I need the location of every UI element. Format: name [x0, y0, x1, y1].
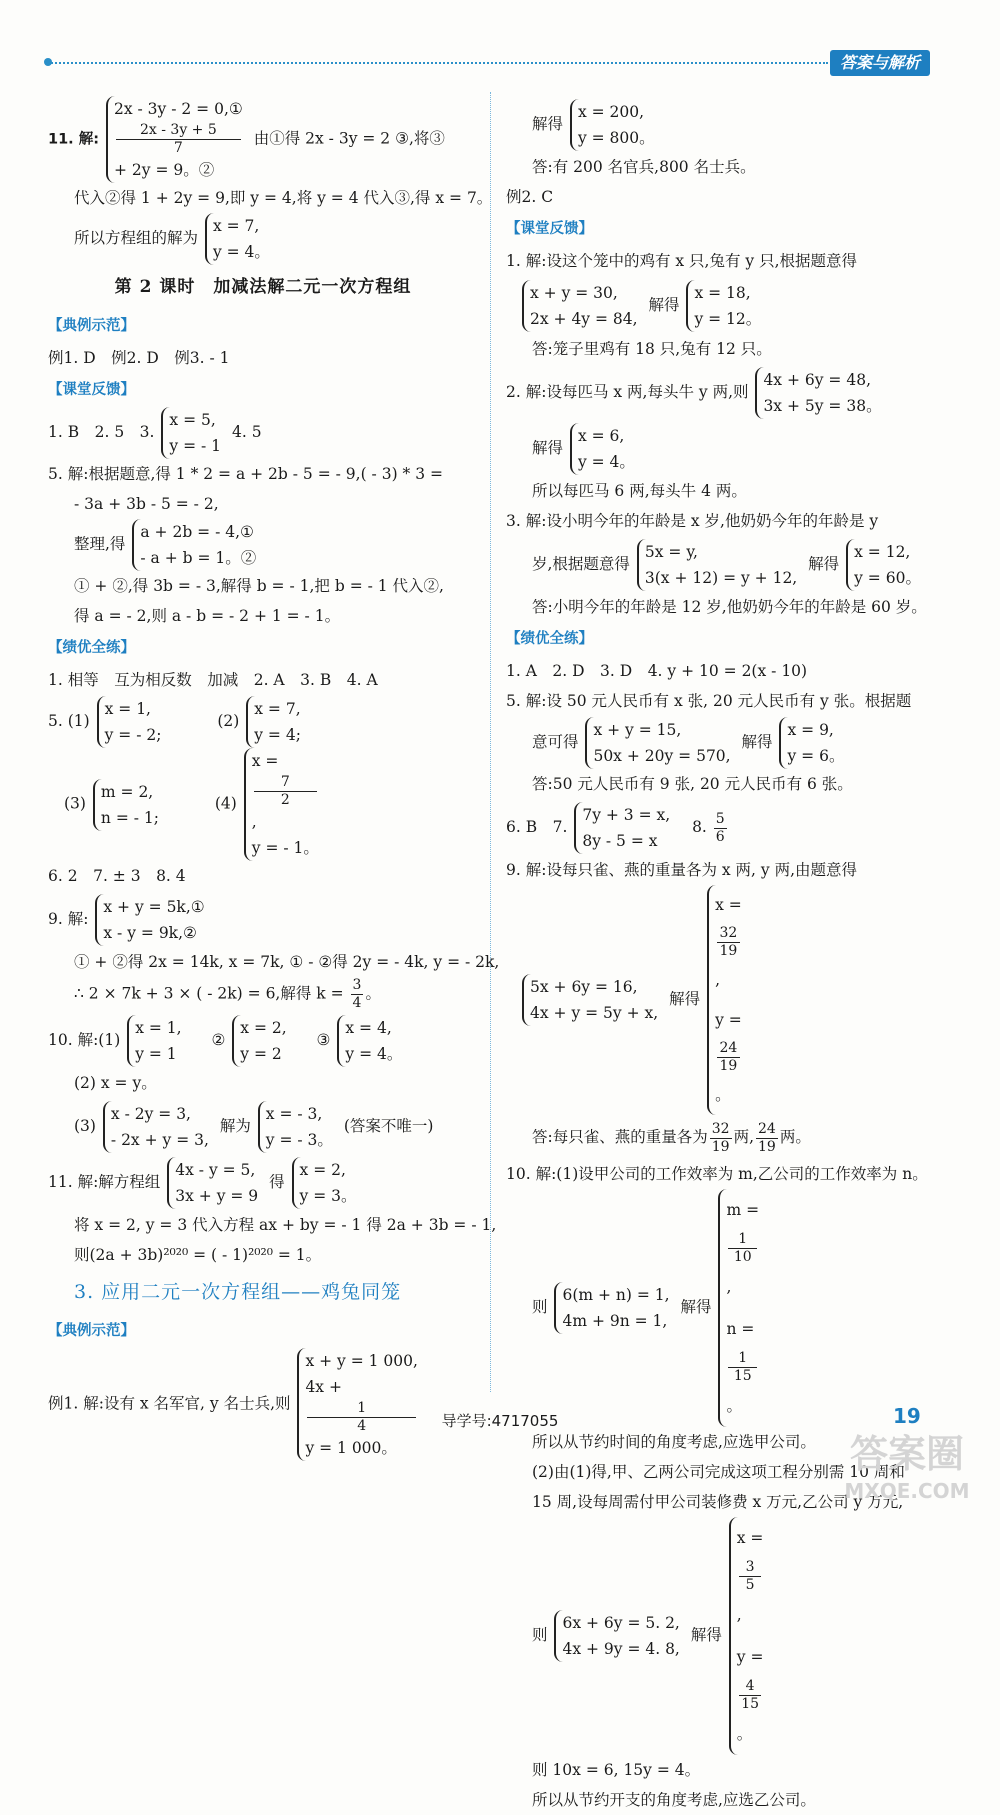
r-section-practice: 【绩优全练】 — [506, 631, 593, 647]
practice-q10-part3: (3) x - 2y = 3, - 2x + y = 3, 解为 x = - 3, y = - 3。 (答案不唯一) — [48, 1098, 478, 1154]
r-f2-solution: 解得 x = 6, y = 4。 — [506, 420, 946, 476]
r1-answer: 答:有 200 名官兵,800 名士兵。 — [532, 158, 756, 176]
lesson-title: 第 2 课时 加减法解二元一次方程组 — [114, 277, 412, 297]
practice-line1: 1. 相等 互为相反数 加减 2. A 3. B 4. A — [48, 671, 378, 689]
q5-system: 整理,得 a + 2b = - 4,① - a + b = 1。② — [48, 519, 478, 571]
examples-line: 例1. D 例2. D 例3. - 1 — [48, 349, 230, 367]
guide-number: 导学号:4717055 — [441, 1412, 559, 1430]
practice-q5-row2: (3) m = 2, n = - 1; (4) x = 7 2 , y = - 1。 — [48, 748, 478, 861]
r-p5-answer: 答:50 元人民币有 9 张, 20 元人民币有 6 张。 — [532, 775, 853, 793]
r-p10-line4: 15 周,设每周需付甲公司装修费 x 万元,乙公司 y 万元, — [532, 1493, 904, 1511]
r-f1-systems: x + y = 30, 2x + 4y = 84, 解得 x = 18, y = 12。 — [506, 276, 946, 334]
column-divider — [490, 92, 491, 1392]
practice-q9-line2: ∴ 2 × 7k + 3 × ( - 2k) = 6,解得 k = $\frac{3}{4}$ 。 — [74, 977, 381, 1011]
q5-line5: 得 a = - 2,则 a - b = - 2 + 1 = - 1。 — [74, 607, 341, 625]
section-practice: 【绩优全练】 — [48, 640, 135, 656]
feedback-line: 1. B 2. 5 3. x = 5, y = - 1 4. 5 — [48, 407, 478, 459]
q5-line1: 5. 解:根据题意,得 1 * 2 = a + 2b - 5 = - 9,( - 3) * 3 = — [48, 465, 444, 483]
practice-q11-row: 11. 解:解方程组 4x - y = 5, 3x + y = 9 得 x = 2, y = 3。 — [48, 1154, 478, 1210]
watermark: 答案圈 MXQE.COM — [844, 1432, 970, 1503]
q5-line4: ① + ②,得 3b = - 3,解得 b = - 1,把 b = - 1 代入②, — [74, 577, 444, 595]
r-p9-line1: 9. 解:设每只雀、燕的重量各为 x 两, y 两,由题意得 — [506, 861, 857, 879]
practice-q9-line1: ① + ②得 2x = 14k, x = 7k, ① - ②得 2y = - 4k, y = - 2k, — [74, 953, 500, 971]
practice-q5-row1: 5. (1) x = 1, y = - 2; (2) x = 7, y = 4; — [48, 695, 478, 748]
r-p10-systems2: 则 6x + 6y = 5. 2, 4x + 9y = 4. 8, 解得 x = 3 5 , y = 4 15 。 — [506, 1517, 946, 1755]
r-f1-answer: 答:笼子里鸡有 18 只,兔有 12 只。 — [532, 340, 772, 358]
r-p10-line3: (2)由(1)得,甲、乙两公司完成这项工程分别需 10 周和 — [532, 1463, 905, 1481]
practice-q10-part2: (2) x = y。 — [74, 1074, 157, 1092]
section-examples: 【典例示范】 — [48, 318, 135, 334]
r-p6-line: 6. B 7. 7y + 3 = x, 8y - 5 = x 8. $\frac{5}{6}$ — [506, 799, 946, 855]
q11-system: 2x - 3y - 2 = 0,① 2x - 3y + 5 7 + 2y = 9。② — [106, 96, 247, 183]
r-p9-systems: 5x + 6y = 16, 4x + y = 5y + x, 解得 x = 32 19 , y = 24 19 。 — [506, 885, 946, 1115]
right-column — [506, 96, 946, 1815]
r-p10-line1: 10. 解:(1)设甲公司的工作效率为 m,乙公司的工作效率为 n。 — [506, 1165, 928, 1183]
r-p10-line5: 则 10x = 6, 15y = 4。 — [532, 1761, 701, 1779]
r-f1-line1: 1. 解:设这个笼中的鸡有 x 只,兔有 y 只,根据题意得 — [506, 252, 857, 270]
practice-line6: 6. 2 7. ± 3 8. 4 — [48, 867, 186, 885]
r1-solution: 解得 x = 200, y = 800。 — [506, 96, 946, 152]
header-badge: 答案与解析 — [830, 50, 930, 76]
r-p9-answer: 答:每只雀、燕的重量各为 $\frac{32}{19}$ 两, $\frac{24}{19}$ 两。 — [532, 1120, 811, 1155]
r-p10-line2: 所以从节约时间的角度考虑,应选甲公司。 — [532, 1433, 816, 1451]
practice-q11-line2: 则(2a + 3b)²⁰²⁰ = ( - 1)²⁰²⁰ = 1。 — [74, 1246, 322, 1264]
practice-q10-row: 10. 解:(1) x = 1, y = 1 ② x = 2, y = 2 ③ x = 4, y = 4。 — [48, 1012, 478, 1068]
q11-text2: 代入②得 1 + 2y = 9,即 y = 4,将 y = 4 代入③,得 x = 7。 — [74, 189, 493, 207]
practice-q9-system: 9. 解: x + y = 5k,① x - y = 9k,② — [48, 891, 478, 947]
r-p5-line2: 意可得 x + y = 15, 50x + 20y = 570, 解得 x = 9, y = 6。 — [506, 716, 946, 769]
r-f2-answer: 所以每匹马 6 两,每头牛 4 两。 — [532, 482, 747, 500]
r-section-feedback: 【课堂反馈】 — [506, 221, 593, 237]
section-feedback: 【课堂反馈】 — [48, 382, 135, 398]
q11-label: 11. 解: — [48, 131, 100, 148]
q11-solution: 所以方程组的解为 x = 7, y = 4。 — [48, 213, 478, 265]
r-p10-line6: 所以从节约开支的角度考虑,应选乙公司。 — [532, 1791, 816, 1809]
r-f3-line2: 岁,根据题意得 5x = y, 3(x + 12) = y + 12, 解得 x = 12, y = 60。 — [506, 536, 946, 592]
r-f3-line1: 3. 解:设小明今年的年龄是 x 岁,他奶奶今年的年龄是 y — [506, 512, 879, 530]
practice-q11-line1: 将 x = 2, y = 3 代入方程 ax + by = - 1 得 2a + 3b = - 1, — [74, 1216, 497, 1234]
r-example2: 例2. C — [506, 188, 554, 206]
r-practice-line1: 1. A 2. D 3. D 4. y + 10 = 2(x - 10) — [506, 662, 808, 680]
chapter-title: 3. 应用二元一次方程组——鸡兔同笼 — [74, 1281, 402, 1303]
q5-line2: - 3a + 3b - 5 = - 2, — [74, 495, 219, 513]
header-rule — [48, 62, 828, 64]
r-f2-line1: 2. 解:设每匹马 x 两,每头牛 y 两,则 4x + 6y = 48, 3x + 5y = 38。 — [506, 364, 946, 420]
example1-line: 例1. 解:设有 x 名军官, y 名士兵,则 x + y = 1 000, 4x + 1 4 y = 1 000。 — [48, 1348, 478, 1461]
section-examples-2: 【典例示范】 — [48, 1323, 135, 1339]
r-p10-systems: 则 6(m + n) = 1, 4m + 9n = 1, 解得 m = 1 10 , n = 1 15 。 — [506, 1189, 946, 1427]
r-f3-answer: 答:小明今年的年龄是 12 岁,他奶奶今年的年龄是 60 岁。 — [532, 598, 927, 616]
q11-block: 11. 解: 2x - 3y - 2 = 0,① 2x - 3y + 5 7 + 2y = 9。② 由①得 2x - 3y = 2 ③,将③ — [48, 96, 478, 183]
q11-fraction: 2x - 3y + 5 7 — [116, 122, 241, 157]
page-number: 19 — [893, 1404, 921, 1428]
r-p5-line1: 5. 解:设 50 元人民币有 x 张, 20 元人民币有 y 张。根据题 — [506, 692, 912, 710]
